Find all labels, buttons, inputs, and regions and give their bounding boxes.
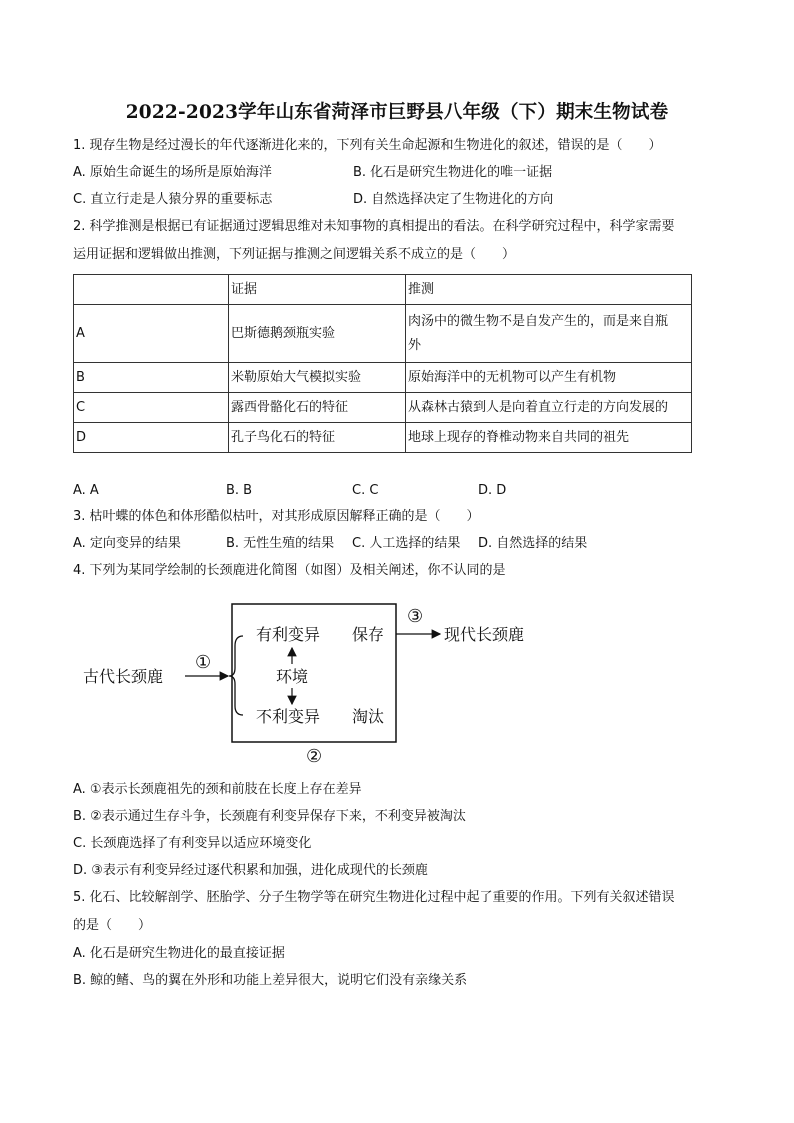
table-header-cell: 推测 [406, 275, 692, 305]
inference-line: 外 [408, 337, 422, 353]
table-header-row [74, 275, 692, 305]
giraffe-evolution-diagram [80, 600, 550, 770]
table-row [74, 393, 692, 423]
step2-marker: ② [306, 746, 323, 767]
q3-option-c: C. 人工选择的结果 [352, 536, 461, 551]
evidence-cell: 米勒原始大气模拟实验 [229, 363, 406, 393]
q2-stem-line2: 运用证据和逻辑做出推测，下列证据与推测之间逻辑关系不成立的是（ ） [73, 247, 516, 262]
ancient-giraffe-label: 古代长颈鹿 [83, 667, 164, 686]
evidence-table [73, 274, 692, 453]
q2-option-a: A. A [73, 483, 99, 498]
table-header-cell [74, 275, 229, 305]
table-row [74, 423, 692, 453]
q3-option-d: D. 自然选择的结果 [478, 536, 588, 551]
q2-option-b: B. B [226, 483, 253, 498]
evidence-cell: 孔子鸟化石的特征 [229, 423, 406, 453]
preserve-label: 保存 [352, 625, 385, 644]
environment-label: 环境 [276, 667, 309, 686]
evidence-cell: 露西骨骼化石的特征 [229, 393, 406, 423]
q3-option-b: B. 无性生殖的结果 [226, 536, 335, 551]
variation-brace [229, 636, 243, 715]
q2-option-d: D. D [478, 483, 507, 498]
exam-title: 2022-2023学年山东省菏泽市巨野县八年级（下）期末生物试卷 [125, 102, 669, 123]
q3-stem: 3. 枯叶蝶的体色和体形酷似枯叶，对其形成原因解释正确的是（ ） [73, 509, 480, 524]
q5-stem-line2: 的是（ ） [73, 918, 152, 933]
q1-option-d: D. 自然选择决定了生物进化的方向 [353, 192, 554, 207]
row-label: B [74, 363, 229, 393]
table-row [74, 363, 692, 393]
unfavorable-variation-label: 不利变异 [256, 707, 321, 726]
inference-cell [406, 305, 692, 363]
inference-cell: 地球上现存的脊椎动物来自共同的祖先 [406, 423, 692, 453]
q3-option-a: A. 定向变异的结果 [73, 536, 181, 551]
table-row [74, 305, 692, 363]
q4-option-d: D. ③表示有利变异经过逐代积累和加强，进化成现代的长颈鹿 [73, 863, 428, 878]
eliminate-label: 淘汰 [352, 707, 385, 726]
q4-stem: 4. 下列为某同学绘制的长颈鹿进化简图（如图）及相关阐述，你不认同的是 [73, 563, 506, 578]
step1-marker: ① [195, 652, 212, 673]
q1-option-c: C. 直立行走是人猿分界的重要标志 [73, 192, 273, 207]
favorable-variation-label: 有利变异 [256, 625, 321, 644]
q1-option-b: B. 化石是研究生物进化的唯一证据 [353, 165, 553, 180]
modern-giraffe-label: 现代长颈鹿 [444, 625, 525, 644]
inference-cell: 原始海洋中的无机物可以产生有机物 [406, 363, 692, 393]
step3-marker: ③ [407, 606, 424, 627]
row-label: A [74, 305, 229, 363]
q1-stem: 1. 现存生物是经过漫长的年代逐渐进化来的，下列有关生命起源和生物进化的叙述，错误的是（ ） [73, 138, 662, 153]
evidence-cell: 巴斯德鹅颈瓶实验 [229, 305, 406, 363]
q4-option-a: A. ①表示长颈鹿祖先的颈和前肢在长度上存在差异 [73, 782, 362, 797]
q5-option-a: A. 化石是研究生物进化的最直接证据 [73, 946, 285, 961]
q4-option-b: B. ②表示通过生存斗争，长颈鹿有利变异保存下来，不利变异被淘汰 [73, 809, 466, 824]
row-label: C [74, 393, 229, 423]
row-label: D [74, 423, 229, 453]
q1-option-a: A. 原始生命诞生的场所是原始海洋 [73, 165, 272, 180]
q5-option-b: B. 鲸的鳍、鸟的翼在外形和功能上差异很大，说明它们没有亲缘关系 [73, 973, 468, 988]
q5-stem-line1: 5. 化石、比较解剖学、胚胎学、分子生物学等在研究生物进化过程中起了重要的作用。下列有关叙述错误 [73, 890, 675, 905]
q2-option-c: C. C [352, 483, 379, 498]
inference-cell: 从森林古猿到人是向着直立行走的方向发展的 [406, 393, 692, 423]
table-header-cell: 证据 [229, 275, 406, 305]
q4-option-c: C. 长颈鹿选择了有利变异以适应环境变化 [73, 836, 312, 851]
inference-line: 肉汤中的微生物不是自发产生的，而是来自瓶 [408, 313, 669, 329]
q2-stem-line1: 2. 科学推测是根据已有证据通过逻辑思维对未知事物的真相提出的看法。在科学研究过程中，科学家需要 [73, 219, 675, 234]
